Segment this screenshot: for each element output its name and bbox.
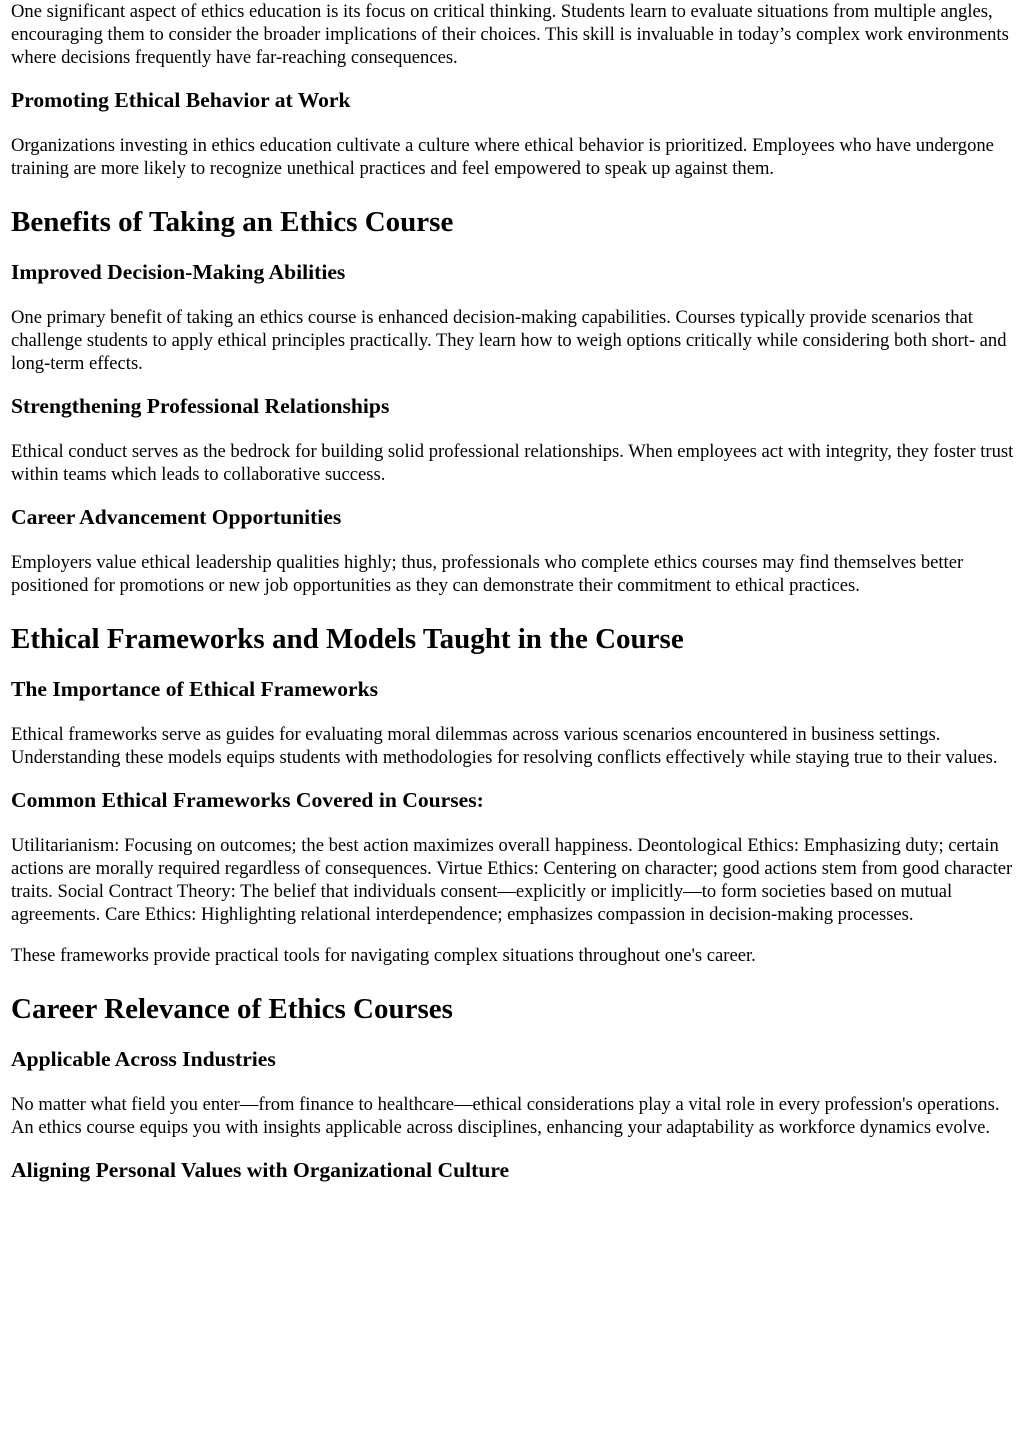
paragraph-decision-making: One primary benefit of taking an ethics course is enhanced decision-making capabilities. Courses typically provide scenarios that challenge students to apply ethical principles practically. They learn how to weigh options critically while considering both short- and long-term effects. <box>11 307 1007 374</box>
heading-benefits: Benefits of Taking an Ethics Course <box>11 206 454 238</box>
subheading-importance-frameworks: The Importance of Ethical Frameworks <box>11 677 379 701</box>
subheading-common-frameworks: Common Ethical Frameworks Covered in Courses: <box>11 788 484 812</box>
paragraph-career-advancement: Employers value ethical leadership qualities highly; thus, professionals who complete ethics courses may find themselves better positioned for promotions or new job opportunities as they can demonstrate their commitment to ethical practices. <box>11 552 964 596</box>
paragraph-critical-thinking: One significant aspect of ethics education is its focus on critical thinking. Students learn to evaluate situations from multiple angles, encouraging them to consider the broader implications of their choices. This skill is invaluable in today’s complex work environments where decisions frequently have far-reaching consequences. <box>11 1 1009 68</box>
paragraph-common-frameworks: Utilitarianism: Focusing on outcomes; the best action maximizes overall happiness. Deontological Ethics: Emphasizing duty; certain actions are morally required regardless of consequences. Virtue Ethics: Centering on character; good actions stem from good character traits. Social Contract Theory: The belief that individuals consent—explicitly or implicitly—to form societies based on mutual agreements. Care Ethics: Highlighting relational interdependence; emphasizes compassion in decision-making processes. <box>11 835 1013 925</box>
paragraph-promoting-ethical-behavior: Organizations investing in ethics education cultivate a culture where ethical behavior is prioritized. Employees who have undergone training are more likely to recognize unethical practices and feel empowered to speak up against them. <box>11 135 994 179</box>
subheading-aligning-values: Aligning Personal Values with Organizational Culture <box>11 1158 510 1182</box>
paragraph-across-industries: No matter what field you enter—from finance to healthcare—ethical considerations play a vital role in every profession's operations. An ethics course equips you with insights applicable across disciplines, enhancing your adaptability as workforce dynamics evolve. <box>11 1094 1000 1138</box>
heading-frameworks: Ethical Frameworks and Models Taught in the Course <box>11 623 684 655</box>
subheading-promoting-ethical-behavior: Promoting Ethical Behavior at Work <box>11 88 351 112</box>
subheading-across-industries: Applicable Across Industries <box>11 1047 276 1071</box>
subheading-career-advancement: Career Advancement Opportunities <box>11 505 342 529</box>
subheading-professional-relationships: Strengthening Professional Relationships <box>11 394 390 418</box>
paragraph-importance-frameworks: Ethical frameworks serve as guides for evaluating moral dilemmas across various scenarios encountered in business settings. Understanding these models equips students with methodologies for resolving conflicts effectively while staying true to their values. <box>11 724 998 768</box>
paragraph-frameworks-tools: These frameworks provide practical tools for navigating complex situations throughout one's career. <box>11 945 756 966</box>
heading-career-relevance: Career Relevance of Ethics Courses <box>11 993 453 1025</box>
subheading-decision-making: Improved Decision-Making Abilities <box>11 260 346 284</box>
paragraph-professional-relationships: Ethical conduct serves as the bedrock for building solid professional relationships. When employees act with integrity, they foster trust within teams which leads to collaborative success. <box>11 441 1014 485</box>
